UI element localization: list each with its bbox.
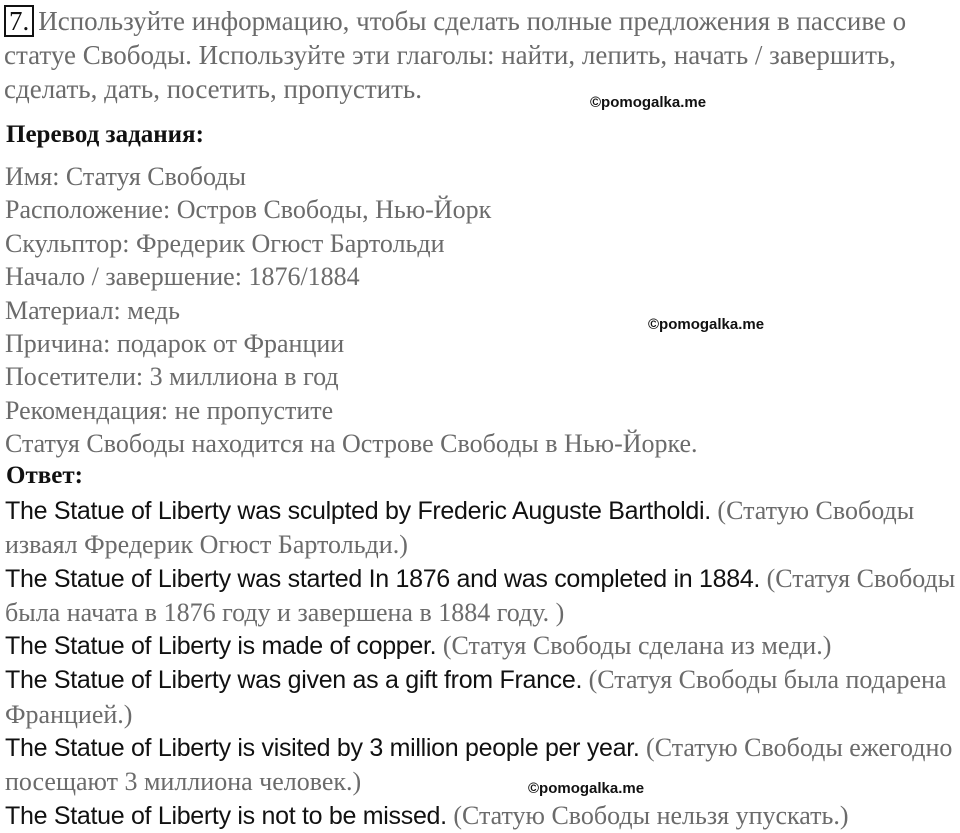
task-text: Используйте информацию, чтобы сделать полные предложения в пассиве о статуе Свободы. Используйте эти глаголы: найти, лепить, начать / завершить, сделать, дать, посетить, пропустить. — [4, 6, 907, 104]
answer-item — [5, 494, 957, 562]
task-statement — [4, 4, 954, 106]
info-line-material: Материал: медь — [5, 295, 181, 325]
answer-item — [5, 731, 957, 799]
answer-item — [5, 663, 957, 731]
watermark: ©pomogalka.me — [528, 780, 645, 797]
answer-item — [5, 629, 957, 663]
answer-russian: (Статую Свободы ежегодно посещают 3 миллиона человек.) — [5, 733, 953, 797]
info-line-visitors: Посетители: 3 миллиона в год — [5, 362, 339, 392]
answer-russian: (Статую Свободы изваял Фредерик Огюст Бартольди.) — [5, 496, 915, 560]
watermark: ©pomogalka.me — [590, 94, 707, 111]
info-line-name: Имя: Статуя Свободы — [5, 162, 246, 191]
info-line-location: Расположение: Остров Свободы, Нью-Йорк — [5, 195, 492, 225]
answer-russian: (Статуя Свободы была подарена Францией.) — [5, 665, 947, 729]
info-line-sculptor: Скульптор: Фредерик Огюст Бартольди — [5, 228, 445, 258]
answer-english: The Statue of Liberty is made of copper. — [5, 632, 437, 661]
answer-english: The Statue of Liberty is not to be missed. — [5, 801, 447, 830]
info-line-recommendation: Рекомендация: не пропустите — [5, 395, 334, 425]
answer-list — [5, 494, 957, 833]
translation-heading: Перевод задания: — [6, 121, 204, 148]
watermark: ©pomogalka.me — [648, 316, 765, 333]
answer-heading: Ответ: — [6, 462, 83, 489]
answer-english: The Statue of Liberty was started In 1876 and was completed in 1884. — [5, 564, 761, 593]
answer-russian: (Статую Свободы нельзя упускать.) — [453, 800, 849, 830]
info-line-reason: Причина: подарок от Франции — [5, 329, 345, 359]
answer-russian: (Статуя Свободы сделана из меди.) — [442, 631, 832, 661]
answer-english: The Statue of Liberty was given as a gift from France. — [5, 666, 583, 695]
info-list — [5, 160, 698, 461]
info-line-dates: Начало / завершение: 1876/1884 — [5, 262, 360, 292]
answer-english: The Statue of Liberty was sculpted by Frederic Auguste Bartholdi. — [5, 497, 711, 525]
task-number: 7. — [4, 5, 34, 37]
answer-russian: (Статуя Свободы была начата в 1876 году и завершена в 1884 году. ) — [5, 563, 956, 627]
answer-english: The Statue of Liberty is visited by 3 million people per year. — [5, 734, 640, 763]
answer-item — [5, 562, 957, 630]
info-line-example: Статуя Свободы находится на Острове Свободы в Нью-Йорке. — [5, 429, 698, 459]
